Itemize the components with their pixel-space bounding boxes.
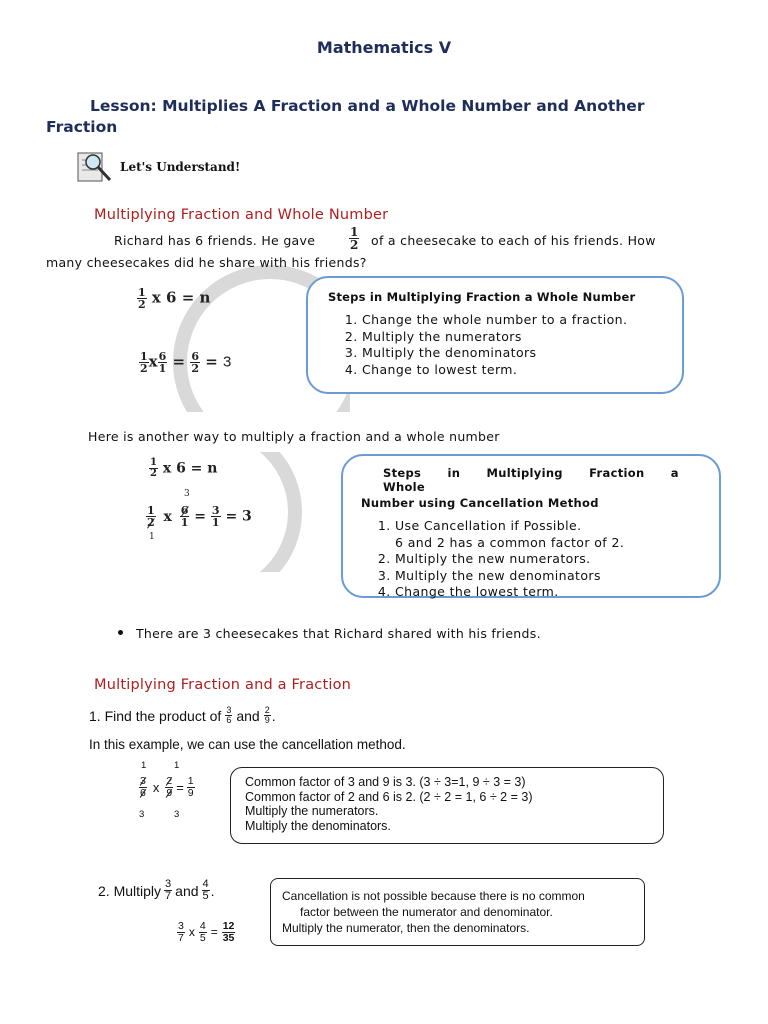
problem-part2: of a cheesecake to each of his friends. How [371,233,656,248]
work2-b-denominator: 5 [199,931,206,944]
eq3-numerator: 1 [150,457,157,468]
work1-equation: $\frac{3}{6}$ x $\frac{2}{9}$ = $\frac{1}{9}$ [140,775,194,799]
ex1-f2-denominator: 9 [264,715,270,725]
steps-box2-title-line2: Number using Cancellation Method [361,496,599,510]
eq4-c-denominator: 1 [211,516,220,529]
steps-list-2 [361,518,701,601]
problem-part1: Richard has 6 friends. He gave [114,233,316,248]
eq4-cancel-top: 3 [184,489,190,499]
box3-line: Common factor of 2 and 6 is 2. (2 ÷ 2 = 1, 6 ÷ 2 = 3) [245,789,533,804]
page-title: Mathematics V [316,38,452,57]
example1-prompt [89,706,276,725]
eq4-a-numerator: 1 [147,504,155,517]
box3-line: Common factor of 3 and 9 is 3. (3 ÷ 3=1, 9 ÷ 3 = 3) [245,775,526,789]
step-item: 2. Multiply the numerators [362,329,682,346]
step-item: 3. Multiply the denominators [362,345,682,362]
work2-r-numerator: 12 [222,920,235,932]
work1-r-denominator: 9 [187,786,194,799]
problem-line2: many cheesecakes did he share with his friends? [46,255,367,270]
eq2-a-numerator: 1 [140,350,148,363]
another-way-text: Here is another way to multiply a fraction and a whole number [88,429,500,444]
eq2-b-numerator: 6 [158,350,167,363]
ex2-period: . [210,882,215,899]
eq4-b-numerator: 6 [180,504,189,517]
eq4-result: 3 [242,508,252,525]
steps-list [328,312,682,378]
eq3-rest: x 6 = n [162,460,218,477]
step-item: 2. Multiply the new numerators. [395,551,701,568]
ex1-f1-numerator: 3 [226,705,232,715]
eq1-rest: x 6 = n [151,288,211,307]
eq2-times: x [148,352,158,371]
lesson-title-line2: Fraction [46,118,118,136]
step1-text: Use Cancellation if Possible. [395,518,582,533]
work1-top-a: 1 [141,760,147,771]
eq4-cancel-bottom: 1 [149,532,155,542]
eq1-numerator: 1 [138,286,146,299]
eq2-result: 3 [223,353,232,371]
step-item: 3. Multiply the new denominators [395,568,701,585]
work1-a-numerator: 3 [140,775,146,787]
box4-line1: Cancellation is not possible because there is no common [282,889,585,903]
work2-r-denominator: 35 [222,931,235,944]
work1-b-denominator: 9 [166,786,173,799]
bullet-dot [118,630,123,635]
steps-box-whole-number [306,276,684,394]
ex2-and: and [175,882,199,899]
eq4-c-numerator: 3 [211,504,220,517]
step1-subtext: 6 and 2 has a common factor of 2. [395,534,625,550]
step-item [395,518,701,551]
eq2-c-denominator: 2 [191,362,199,375]
steps-box-cancellation [341,454,721,598]
work1-top-b: 1 [174,760,180,771]
eq4-b-denominator: 1 [180,516,189,529]
ex2-f2-numerator: 4 [202,878,209,890]
box3-line: Multiply the numerators. [245,804,379,818]
box4-line3: Multiply the numerator, then the denominators. [282,921,530,935]
section2-heading: Multiplying Fraction and a Fraction [94,677,352,693]
eq3-denominator: 2 [150,468,157,479]
work1-times: x [152,779,160,795]
ex1-and: and [236,707,260,724]
work2-times: x [188,925,195,939]
ex1-f2-numerator: 2 [264,705,270,715]
equation-1 [137,287,210,310]
work2-b-numerator: 4 [199,920,206,932]
problem-frac-numerator: 1 [350,225,359,239]
ex2-f1-denominator: 7 [165,890,172,902]
box3-line: Multiply the denominators. [245,818,391,833]
steps-box-title: Steps in Multiplying Fraction a Whole Number [328,290,636,304]
equation-4: $\frac{1}{2}$ x $\frac{6}{1}$ = $\frac{3}{1}$ = 3 [147,504,252,529]
step-item: 4. Change the lowest term. [395,584,701,601]
problem-frac-denominator: 2 [350,238,359,252]
example2-prompt [98,879,215,902]
steps-box2-title-line1 [361,466,701,494]
conclusion-text: There are 3 cheesecakes that Richard shared with his friends. [136,626,541,641]
eq4-times: x [163,508,172,525]
equation-2: $\frac{1}{2}$ x $\frac{6}{1}$ = $\frac{6}{2}$ = 3 [140,350,232,375]
work1-bot-a: 3 [139,809,145,820]
ex1-f1-denominator: 6 [226,715,232,725]
problem-fraction [349,226,359,251]
step-item: 4. Change to lowest term. [362,362,682,379]
work2-a-denominator: 7 [178,931,184,944]
eq2-c-numerator: 6 [191,350,199,363]
lets-understand-label: Let's Understand! [120,160,241,174]
ex2-prefix: 2. Multiply [98,882,162,899]
ex2-f2-denominator: 5 [202,890,209,902]
work1-r-numerator: 1 [187,775,194,787]
steps-box2-title-text: Steps in Multiplying Fraction a Whole [383,466,679,494]
ex1-period: . [271,707,276,724]
no-cancellation-box [270,878,645,946]
example1-note: In this example, we can use the cancellation method. [89,737,406,752]
box4-line2: factor between the numerator and denominator. [300,905,553,919]
eq4-a-denominator: 2 [147,516,155,529]
step-item: 1. Change the whole number to a fraction. [362,312,682,329]
eq2-a-denominator: 2 [140,362,148,375]
section1-heading: Multiplying Fraction and Whole Number [94,207,389,223]
eq2-b-denominator: 1 [158,362,167,375]
work1-b-numerator: 2 [166,775,173,787]
eq1-denominator: 2 [138,298,146,311]
work2-a-numerator: 3 [178,920,184,932]
work2-equation: $\frac{3}{7}$ x $\frac{4}{5}$ = $\frac{12}{35}$ [178,920,235,944]
equation-3 [149,458,217,479]
cancellation-explain-box [230,767,664,844]
lesson-title-line1: Lesson: Multiplies A Fraction and a Whole Number and Another [90,97,645,115]
work1-a-denominator: 6 [140,786,146,799]
magnifier-book-icon [76,150,116,184]
work1-bot-b: 3 [174,809,180,820]
ex1-prefix: 1. Find the product of [89,707,222,724]
ex2-f1-numerator: 3 [165,878,172,890]
